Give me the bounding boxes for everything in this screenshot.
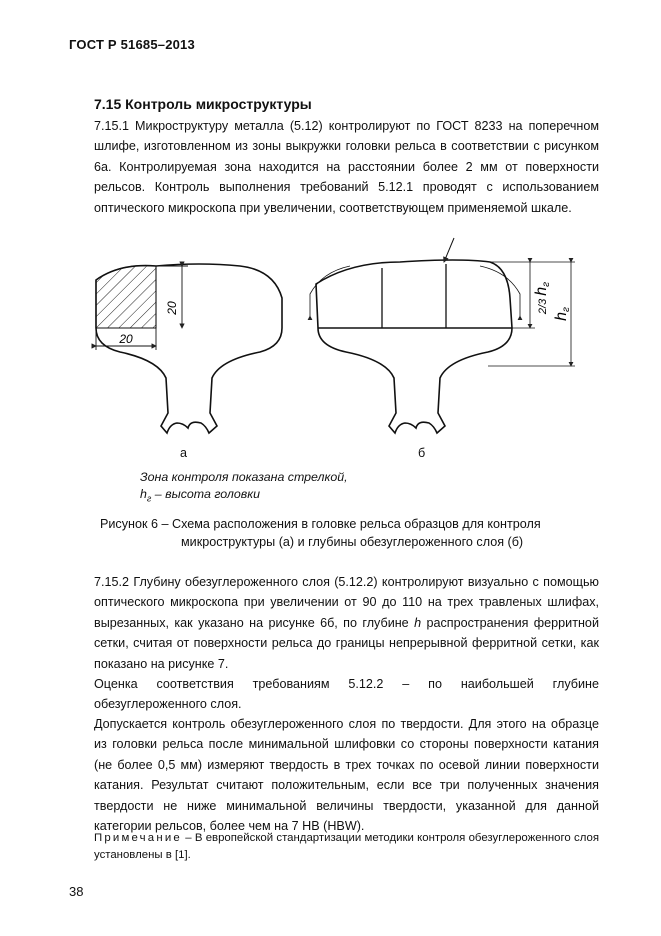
paragraph-7-15-1: [94, 116, 599, 218]
legend-line-1: Зона контроля показана стрелкой,: [140, 470, 348, 484]
caption-line-1: Рисунок 6 – Схема расположения в головке рельса образцов для контроля: [100, 517, 541, 531]
note-label: Примечание: [94, 832, 182, 844]
figure-caption: [100, 515, 580, 551]
note: [94, 830, 599, 864]
section-title: 7.15 Контроль микроструктуры: [94, 96, 312, 112]
legend-rest: – высота головки: [151, 487, 261, 501]
dim-h-sub-b1: г: [541, 281, 552, 287]
p3-text: Оценка соответствия требованиям 5.12.2 – по наибольшей глубине обезуглероженного слоя.: [94, 677, 599, 712]
legend-h: h: [140, 487, 147, 501]
p2-text-b: распространения ферритной сетки, считая от поверхности рельса до границы непрерывной ферритной сетки, как показано на рисунке 7.: [94, 615, 599, 671]
dim-two-thirds: 2/3: [537, 298, 549, 315]
legend-line-2: [140, 486, 348, 507]
caption-line-2: микроструктуры (а) и глубины обезуглероженного слоя (б): [181, 535, 524, 549]
rail-profile-b: [310, 238, 575, 433]
dim-h-b2: h: [553, 312, 570, 321]
p2-text-a: 7.15.2 Глубину обезуглероженного слоя (5.12.2) контролируют визуально с помощью оптического микроскопа при увеличении от 90 до 110 на трех травленых шлифах, вырезанных, как указано на рисунке 6б, по глубине: [94, 575, 599, 630]
dim-vertical-20: 20: [165, 301, 179, 315]
legend-h-sub: г: [146, 493, 152, 504]
note-text: – В европейской стандартизации методики контроля обезуглероженного слоя установлены в [1].: [94, 832, 599, 861]
figure-6: [60, 228, 620, 508]
paragraph-text: 7.15.1 Микроструктуру металла (5.12) контролируют по ГОСТ 8233 на поперечном шлифе, изготовленном из зоны выкружки головки рельса в соответствии с рисунком 6а. Контролируемая зона находится на расстоянии более 2 мм от поверхности рельсов. Контроль выполнения требований 5.12.1 проводят с использованием оптического микроскопа при увеличении, соответствующем применяемой шкале.: [94, 119, 599, 215]
page-number: 38: [69, 884, 84, 899]
dim-h-b1: h: [533, 286, 550, 296]
paragraph-hardness: [94, 714, 599, 836]
document-header: ГОСТ Р 51685–2013: [69, 37, 195, 52]
figure-label-b: б: [418, 446, 426, 460]
p4-text: Допускается контроль обезуглероженного слоя по твердости. Для этого на образце из головки рельса после минимальной шлифовки со стороны поверхности катания (не более 0,5 мм) измеряют твердость в трех точках по осевой линии поверхности катания. Результат считают положительным, если все три полученных значения твердости не ниже минимальной величины твердости, указанной для данной категории рельсов, более чем на 7 НВ (HBW).: [94, 717, 599, 834]
p2-h-symbol: h: [414, 615, 422, 630]
dim-horizontal-20: 20: [119, 332, 133, 346]
svg-text:hг: [553, 307, 572, 321]
paragraph-assessment: [94, 674, 599, 715]
figure-label-a: а: [180, 446, 188, 460]
dim-h-sub-b2: г: [561, 307, 572, 313]
figure-6-drawing: [60, 228, 620, 443]
figure-legend: [140, 469, 348, 507]
svg-text:2/3hг: [533, 282, 552, 315]
paragraph-7-15-2: [94, 572, 599, 674]
rail-profile-a: [96, 264, 282, 433]
